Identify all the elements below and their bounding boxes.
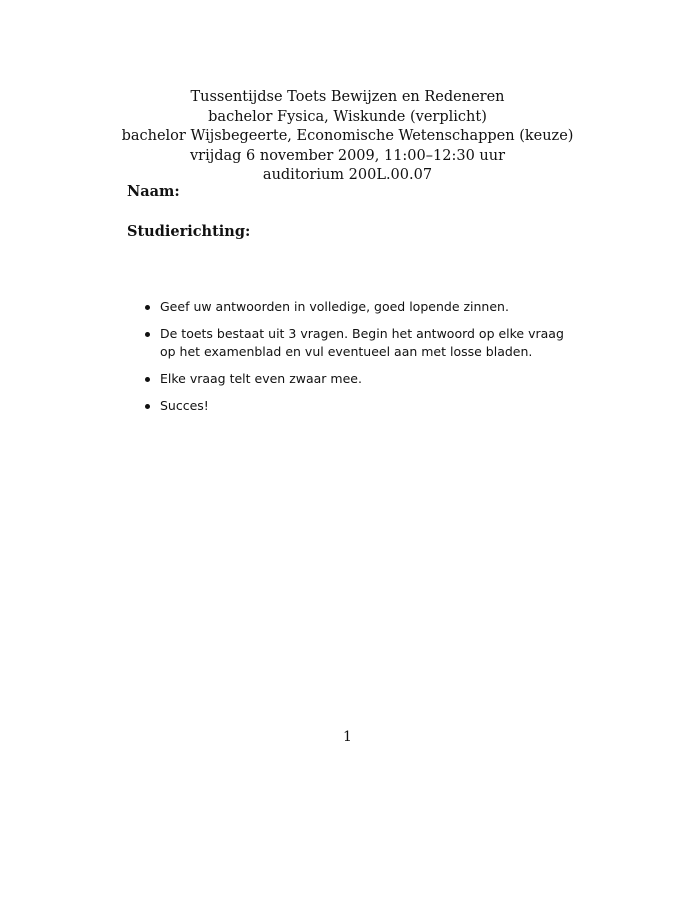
exam-title: Tussentijdse Toets Bewijzen en Redeneren xyxy=(190,89,505,105)
instruction-item xyxy=(160,397,570,415)
bullet-icon xyxy=(145,305,150,310)
instructions-list xyxy=(160,298,570,424)
name-label: Naam: xyxy=(127,183,180,200)
instruction-text: Geef uw antwoorden in volledige, goed lopende zinnen. xyxy=(160,299,509,314)
instruction-item xyxy=(160,370,570,388)
instruction-item xyxy=(160,325,570,361)
bullet-icon xyxy=(145,377,150,382)
study-label: Studierichting: xyxy=(127,223,251,240)
page-number: 1 xyxy=(343,729,352,745)
bullet-icon xyxy=(145,404,150,409)
instruction-item xyxy=(160,298,570,316)
instruction-text: Elke vraag telt even zwaar mee. xyxy=(160,371,362,386)
bullet-icon xyxy=(145,332,150,337)
instruction-text: Succes! xyxy=(160,398,209,413)
program-mandatory: bachelor Fysica, Wiskunde (verplicht) xyxy=(208,108,487,125)
exam-header xyxy=(0,88,695,186)
exam-date-time: vrijdag 6 november 2009, 11:00–12:30 uur xyxy=(189,147,506,164)
exam-location: auditorium 200L.00.07 xyxy=(262,167,433,183)
instruction-text: De toets bestaat uit 3 vragen. Begin het antwoord op elke vraag op het examenblad en vul eventueel aan met losse bladen. xyxy=(160,326,564,359)
program-elective: bachelor Wijsbegeerte, Economische Wetenschappen (keuze) xyxy=(121,128,574,144)
